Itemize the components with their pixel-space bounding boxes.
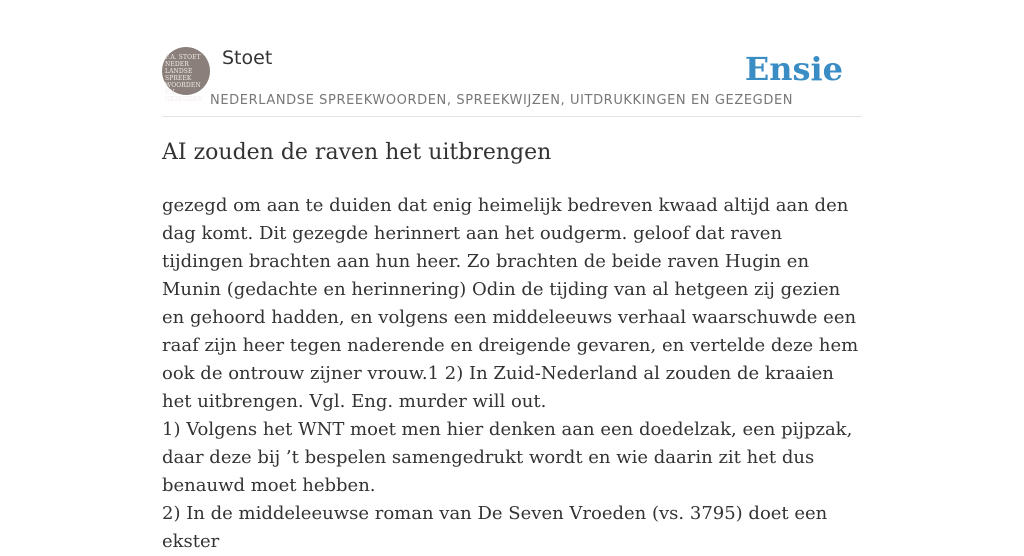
entry-body	[162, 192, 862, 556]
footnote-1: 1) Volgens het WNT moet men hier denken aan een doedelzak, een pijpzak, daar deze bij ’t bespelen samengedrukt wordt en wie daarin zit het dus benauwd moet hebben.	[162, 419, 853, 496]
author-name[interactable]: Stoet	[222, 47, 273, 69]
entry-paragraph: gezegd om aan te duiden dat enig heimelijk bedreven kwaad altijd aan den dag komt. Dit gezegde herinnert aan het oudgerm. geloof dat raven tijdingen brachten aan hun heer. Zo brachten de beide raven Hugin en Munin (gedachte en herinnering) Odin de tijding van al hetgeen zij gezien en gehoord hadden, en volgens een middeleeuws verhaal waarschuwde een raaf zijn heer tegen naderende en dreigende gevaren, en vertelde deze hem ook de ontrouw zijner vrouw.1 2) In Zuid-Nederland al zouden de kraaien het uitbrengen. Vgl. Eng. murder will out.	[162, 195, 859, 412]
avatar-cover-text: F.A. STOET NEDER LANDSE SPREEK WOORDEN EN GEZEGDEN	[165, 54, 203, 103]
source-subtitle[interactable]: NEDERLANDSE SPREEKWOORDEN, SPREEKWIJZEN, UITDRUKKINGEN EN GEZEGDEN	[210, 93, 794, 108]
ensie-logo[interactable]: Ensie	[744, 50, 843, 88]
entry-title: AI zouden de raven het uitbrengen	[162, 140, 552, 165]
header	[162, 40, 862, 117]
avatar[interactable]	[162, 47, 210, 103]
footnote-2: 2) In de middeleeuwse roman van De Seven Vroeden (vs. 3795) doet een ekster	[162, 503, 828, 552]
